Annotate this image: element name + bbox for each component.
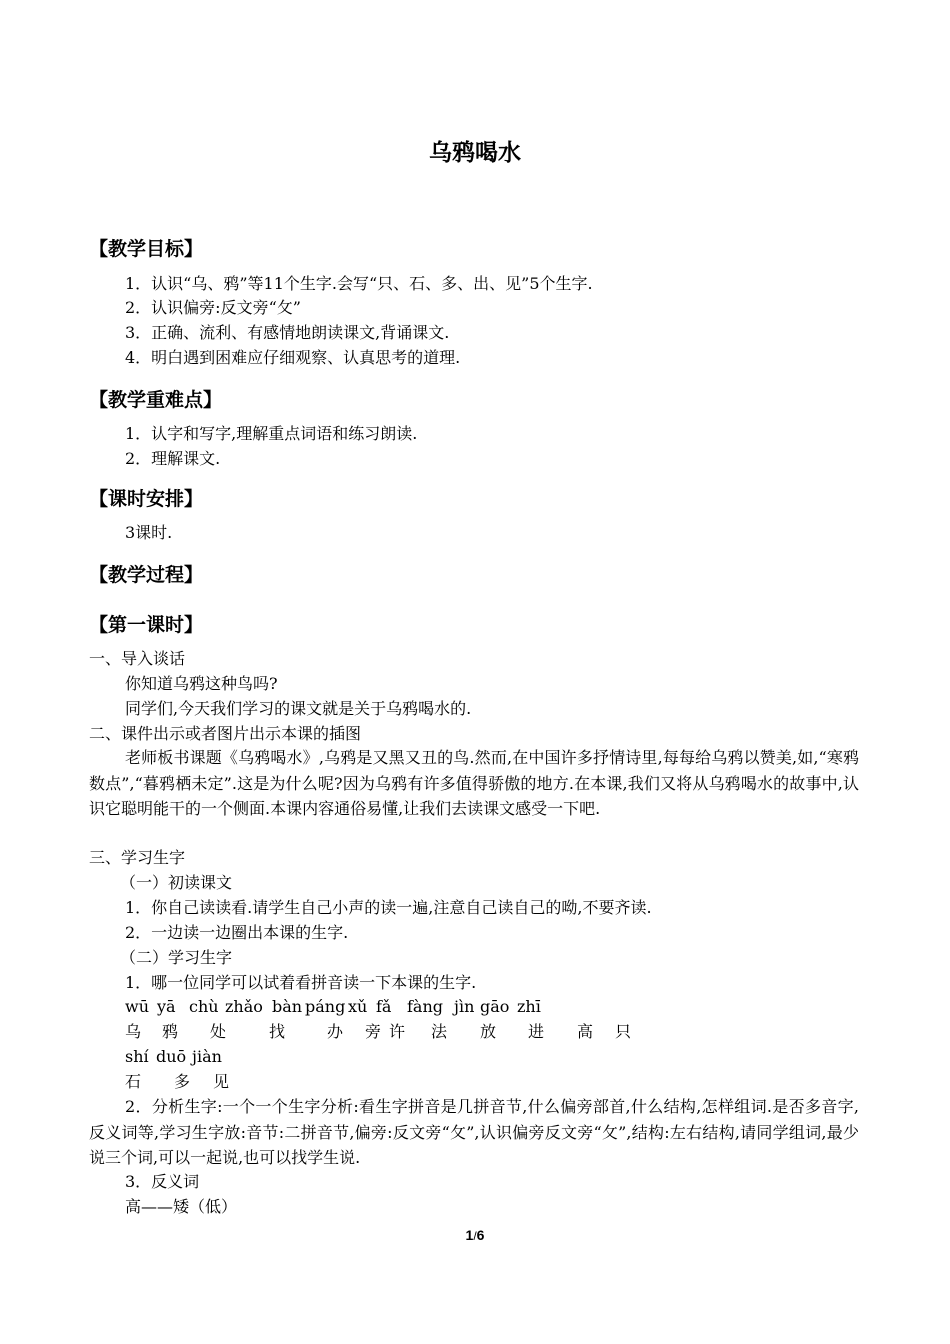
section-2-title: 二、课件出示或者图片出示本课的插图	[89, 724, 362, 743]
section-1-line-2: 同学们,今天我们学习的课文就是关于乌鸦喝水的.	[125, 699, 472, 718]
pinyin: bàn	[272, 997, 303, 1016]
character: 办	[327, 1022, 344, 1041]
section-1-title: 一、导入谈话	[89, 649, 186, 668]
character: 鸦	[162, 1022, 179, 1041]
page-number	[0, 1227, 950, 1243]
subsection-a-title: （一）初读课文	[120, 873, 233, 892]
subsection-b-title: （二）学习生字	[120, 948, 233, 967]
section-3-title: 三、学习生字	[89, 848, 186, 867]
pinyin: zhī	[517, 997, 541, 1016]
subsection-a-line-2: 2．一边读一边圈出本课的生字.	[125, 923, 349, 942]
heading-lesson1: 【第一课时】	[89, 614, 204, 636]
pinyin: fǎ	[376, 997, 392, 1016]
goal-item-4: 4．明白遇到困难应仔细观察、认真思考的道理.	[125, 348, 461, 367]
pinyin: jiàn	[192, 1047, 222, 1066]
heading-keypoints: 【教学重难点】	[89, 389, 223, 411]
character: 处	[210, 1022, 227, 1041]
pinyin: fàng	[407, 997, 444, 1016]
pinyin: wū	[125, 997, 149, 1016]
section-1-line-1: 你知道乌鸦这种鸟吗?	[125, 674, 278, 693]
character: 法	[431, 1022, 448, 1041]
character: 石	[125, 1072, 142, 1091]
pinyin: xǔ	[348, 997, 368, 1016]
subsection-b-line-1: 1．哪一位同学可以试着看拼音读一下本课的生字.	[125, 973, 477, 992]
heading-schedule: 【课时安排】	[89, 488, 204, 510]
pinyin: páng	[305, 997, 346, 1016]
pinyin: gāo	[480, 997, 510, 1016]
current-page: 1	[465, 1227, 474, 1243]
character: 放	[480, 1022, 497, 1041]
pinyin: duō	[156, 1047, 187, 1066]
antonym-title: 3．反义词	[125, 1172, 200, 1191]
antonym-line-1: 高——矮（低）	[125, 1197, 238, 1216]
character: 见	[213, 1072, 230, 1091]
page-title: 乌鸦喝水	[429, 140, 521, 166]
pinyin: yā	[157, 997, 176, 1016]
character: 高	[577, 1022, 594, 1041]
schedule-text: 3课时.	[125, 523, 173, 542]
heading-process: 【教学过程】	[89, 564, 204, 586]
keypoint-item-1: 1．认字和写字,理解重点词语和练习朗读.	[125, 424, 418, 443]
analysis-paragraph: 2．分析生字:一个一个生字分析:看生字拼音是几拼音节,什么偏旁部首,什么结构,怎样组词.是否多音字,反义词等,学习生字放:音节:二拼音节,偏旁:反文旁“攵”,认识偏旁反文旁“攵”,结构:左右结构,请同学组词,最少说三个词,可以一起说,也可以找学生说.	[89, 1097, 859, 1167]
heading-goals: 【教学目标】	[89, 238, 204, 260]
page-separator: /	[473, 1229, 477, 1243]
character: 多	[174, 1072, 191, 1091]
pinyin: zhǎo	[225, 997, 263, 1016]
total-pages: 6	[476, 1227, 485, 1243]
goal-item-3: 3．正确、流利、有感情地朗读课文,背诵课文.	[125, 323, 450, 342]
character: 旁	[365, 1022, 382, 1041]
pinyin: shí	[125, 1047, 149, 1066]
pinyin: jìn	[454, 997, 475, 1016]
pinyin: chù	[189, 997, 219, 1016]
character: 进	[528, 1022, 545, 1041]
goal-item-2: 2．认识偏旁:反文旁“攵”	[125, 298, 301, 317]
character: 乌	[125, 1022, 142, 1041]
character: 只	[615, 1022, 632, 1041]
character: 许	[389, 1022, 406, 1041]
section-2-paragraph: 老师板书课题《乌鸦喝水》,乌鸦是又黑又丑的鸟.然而,在中国许多抒情诗里,每每给乌鸦以赞美,如,“寒鸦数点”,“暮鸦栖未定”.这是为什么呢?因为乌鸦有许多值得骄傲的地方.在本课,我们又将从乌鸦喝水的故事中,认识它聪明能干的一个侧面.本课内容通俗易懂,让我们去读课文感受一下吧.	[89, 748, 859, 818]
goal-item-1: 1．认识“乌、鸦”等11个生字.会写“只、石、多、出、见”5个生字.	[125, 274, 593, 293]
subsection-a-line-1: 1．你自己读读看.请学生自己小声的读一遍,注意自己读自己的呦,不要齐读.	[125, 898, 652, 917]
character: 找	[269, 1022, 286, 1041]
keypoint-item-2: 2．理解课文.	[125, 449, 221, 468]
